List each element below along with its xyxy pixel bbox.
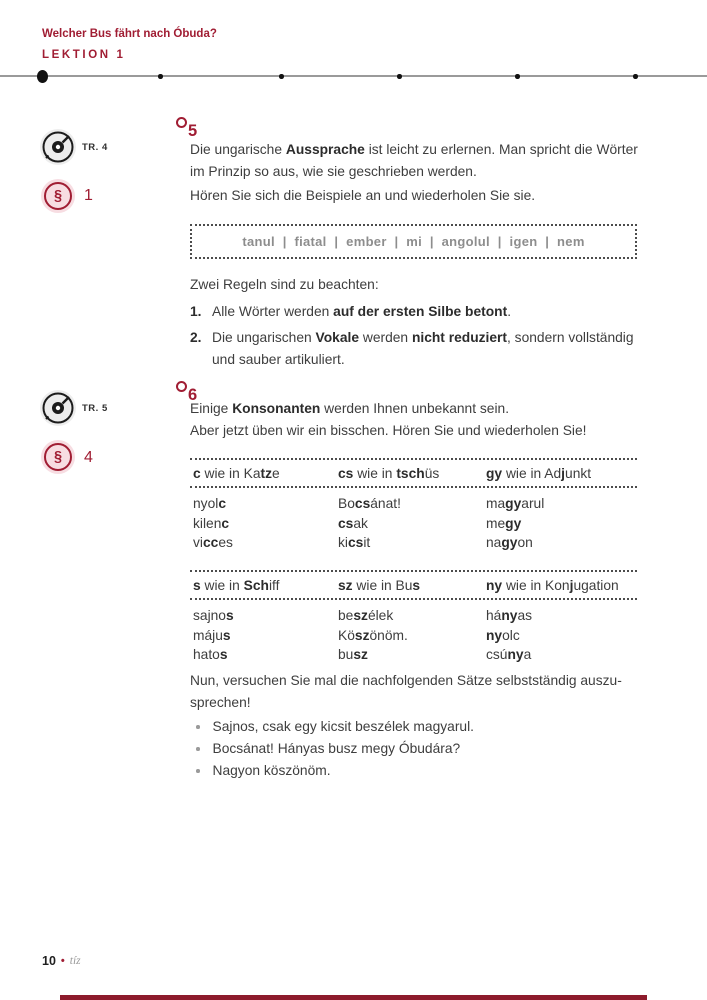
text-segment: vi [193,535,203,551]
text-segment: Alle Wörter werden [212,304,334,319]
text-segment: . [507,304,512,319]
paragraph-line: Aber jetzt üben wir ein bisschen. Hören Sie und wiederholen Sie! [190,422,587,438]
table-cell [338,494,486,514]
example-word-box: tanul | fiatal | ember | mi | angolul | igen | nem [190,224,637,259]
bullet-icon [196,747,200,751]
text-segment: ugation [573,578,619,593]
pronunciation-table-2 [190,570,637,665]
cd-icon [39,128,77,166]
text-segment: cs [347,535,364,551]
text-segment: , sondern vollständig und sauber artikuliert. [212,330,634,367]
page-number-word: tíz [69,955,81,967]
text-segment: ak [353,515,368,531]
text-segment: Die ungarischen [212,330,316,345]
text-segment: me [486,515,506,531]
audio-track-label: TR. 4 [82,142,108,153]
text-segment: Kö [338,627,355,643]
section5-listen-line: Hören Sie sich die Beispiele an und wiederholen Sie sie. [190,188,536,203]
text-segment: na [486,535,502,551]
text-segment: önöm. [369,627,408,643]
text-segment: arul [521,496,545,511]
text-segment: cs [338,515,354,531]
table-cell [193,626,338,646]
section-number: 5 [188,122,198,140]
text-segment: wie in Ka [200,466,261,481]
paragraph-icon [41,179,75,213]
table-cell [338,645,486,665]
bullet-icon [196,725,200,729]
text-segment: ist leicht zu erlernen. Man spricht die Wörter [364,142,638,157]
text-segment: Die ungarische [190,142,286,157]
chapter-title: Welcher Bus fährt nach Óbuda? [42,28,217,40]
text-segment: unkt [565,466,592,481]
text-segment: s [193,578,201,593]
bullet-icon [196,769,200,773]
table-cell [193,494,338,514]
text-segment: cs [338,466,354,481]
text-segment: gy [505,496,522,511]
practice-sentences-list [190,716,639,782]
rule-number: 1. [190,304,202,319]
grammar-ref-number: 4 [84,449,93,466]
list-item [190,760,639,782]
timeline-dot [633,74,638,79]
text-segment: s [219,647,228,663]
text-segment: s [225,608,234,623]
text-segment: sz [353,647,368,663]
text-segment: ny [486,578,503,593]
paragraph-line [190,398,639,420]
paragraph-line: sprechen! [190,694,251,710]
text-segment: üs [424,466,440,481]
text-segment: j [561,466,566,481]
text-segment: Aussprache [285,142,365,157]
text-segment: cc [202,535,219,551]
text-segment: sz [354,627,370,643]
text-segment: c [221,515,230,531]
text-segment: nyol [193,496,219,511]
text-segment: nicht reduziert [411,330,507,345]
text-segment: j [569,578,574,593]
table-header-cell [193,466,338,481]
text-segment: auf der ersten Silbe betont [333,304,508,319]
text-segment: ny [486,627,503,643]
text-segment: sz [338,578,353,593]
table-header-cell [486,578,637,593]
text-segment: wie in Kon [502,578,570,593]
bottom-edge-bar [60,995,647,1000]
text-segment: iff [268,578,280,593]
section-marker-ring-icon [176,117,187,128]
text-segment: hato [193,647,220,663]
timeline-dot [279,74,284,79]
text-segment: Vokale [315,330,360,345]
table-body [190,488,637,553]
table-cell [486,645,637,665]
table-header-row [190,460,637,486]
text-segment: ma [486,496,506,511]
table-header-cell [338,578,486,593]
text-segment: Sch [243,578,269,593]
table-body [190,600,637,665]
paragraph-symbol: § [44,443,72,471]
text-segment: c [218,496,226,511]
table-row [190,494,637,514]
table-cell [486,514,637,534]
table-cell [193,606,338,626]
text-segment: e [272,466,280,481]
text-segment: sajno [193,608,226,623]
text-segment: gy [505,515,522,531]
pronunciation-table-1 [190,458,637,553]
text-segment: élek [367,608,394,623]
text-segment: es [218,535,233,551]
text-segment: ánat! [370,496,401,511]
timeline-dot [397,74,402,79]
text-segment: csú [486,647,508,663]
text-segment: Einige [190,401,233,416]
bullet-text: Sajnos, csak egy kicsit beszélek magyarul. [212,719,474,734]
section-marker-ring-icon [176,381,187,392]
text-segment: it [363,535,371,551]
table-cell [338,533,486,553]
text-segment: gy [486,466,503,481]
bullet-text: Bocsánat! Hányas busz megy Óbudára? [212,741,461,756]
text-segment: ki [338,535,348,551]
text-segment: Konsonanten [232,401,321,416]
lesson-label: LEKTION 1 [42,49,126,61]
paragraph-icon [41,440,75,474]
rule-text [212,327,639,370]
table-cell [338,514,486,534]
paragraph-symbol: § [44,182,72,210]
timeline-dot [515,74,520,79]
text-segment: c [193,466,201,481]
timeline-dot-current [37,70,48,83]
text-segment: gy [501,535,518,551]
section5-intro [190,139,639,182]
text-segment: s [222,627,231,643]
text-segment: be [338,608,354,623]
text-segment: wie in Bu [352,578,413,593]
text-segment: on [517,535,533,551]
section-number: 6 [188,386,198,404]
text-segment: a [523,647,532,663]
table-row [190,645,637,665]
table-cell [193,533,338,553]
text-segment: ny [507,647,524,663]
text-segment: olc [502,627,520,643]
timeline-dot [158,74,163,79]
page-number: 10 [42,954,56,968]
audio-track-label: TR. 5 [82,403,108,414]
table-cell [486,533,637,553]
table-cell [338,606,486,626]
rule-item [190,301,639,323]
text-segment: ny [501,608,518,623]
table-row [190,606,637,626]
text-segment: kilen [193,515,222,531]
footer-dot-icon: • [60,955,65,967]
table-row [190,533,637,553]
rules-heading: Zwei Regeln sind zu beachten: [190,277,379,292]
list-item [190,738,639,760]
table-cell [486,606,637,626]
paragraph-line: im Prinzip so aus, wie sie geschrieben werden. [190,163,477,179]
text-segment: tsch [396,466,425,481]
rule-item [190,327,639,370]
text-segment: wie in [353,466,397,481]
paragraph-line: Nun, versuchen Sie mal die nachfolgenden Sätze selbstständig auszu- [190,673,622,688]
table-cell [338,626,486,646]
bullet-text: Nagyon köszönöm. [212,763,331,778]
table-cell [193,645,338,665]
table-header-cell [338,466,486,481]
paragraph-line [190,139,639,161]
page-footer [42,954,81,968]
text-segment: Bo [338,496,355,511]
progress-line [0,75,707,77]
table-header-cell [193,578,338,593]
table-row [190,514,637,534]
text-segment: werden [359,330,412,345]
table-cell [486,494,637,514]
text-segment: bu [338,647,354,663]
cd-icon [39,389,77,427]
section6-intro [190,398,639,441]
table-cell [193,514,338,534]
text-segment: s [412,578,421,593]
text-segment: tz [260,466,273,481]
text-segment: máju [193,627,223,643]
text-segment: cs [354,496,371,511]
text-segment: wie in [200,578,244,593]
text-segment: sz [353,608,368,623]
table-header-cell [486,466,637,481]
rule-text [212,301,639,323]
text-segment: werden Ihnen unbekannt sein. [320,401,510,416]
list-item [190,716,639,738]
table-row [190,626,637,646]
text-segment: as [517,608,533,623]
table-cell [486,626,637,646]
section6-outro [190,670,639,713]
grammar-ref-number: 1 [84,187,93,204]
table-header-row [190,572,637,598]
rule-number: 2. [190,330,202,345]
text-segment: há [486,608,502,623]
text-segment: wie in Ad [502,466,562,481]
